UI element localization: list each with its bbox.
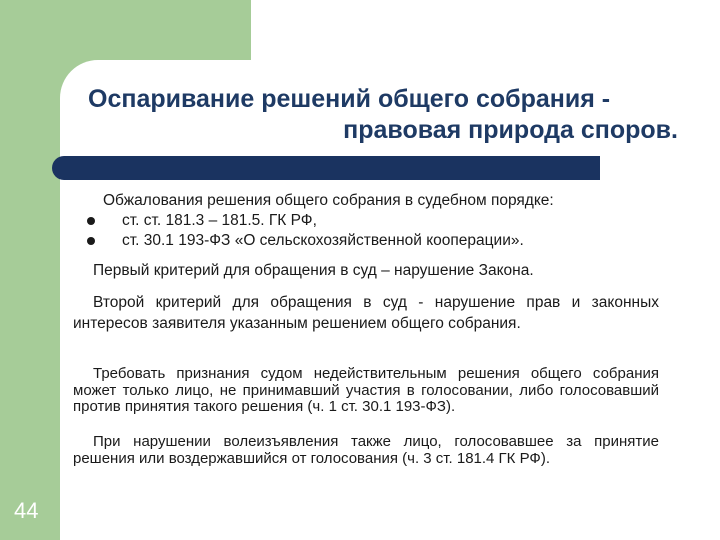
slide-title-line-1: Оспаривание решений общего собрания -	[88, 85, 611, 113]
list-item-text: ст. ст. 181.3 – 181.5. ГК РФ,	[122, 212, 317, 229]
slide-title-line-2: правовая природа споров.	[343, 116, 678, 144]
list-item	[73, 231, 659, 251]
title-divider-bar	[52, 156, 600, 180]
list-item-text: ст. 30.1 193-ФЗ «О сельскохозяйственной кооперации».	[122, 232, 524, 249]
intro-text: Обжалования решения общего собрания в судебном порядке:	[103, 192, 554, 209]
will-violation-paragraph: При нарушении волеизъявления также лицо, голосовавшее за принятие решения или воздержавшийся от голосования (ч. 3 ст. 181.4 ГК РФ).	[73, 433, 659, 467]
first-criterion-text: Первый критерий для обращения в суд – нарушение Закона.	[93, 262, 534, 279]
page-number: 44	[14, 498, 39, 523]
second-criterion-text: Второй критерий для обращения в суд - нарушение прав и законных интересов заявителя указанным решением общего собрания.	[73, 294, 659, 332]
standing-paragraph: Требовать признания судом недействительным решения общего собрания может только лицо, не принимавший участия в голосовании, либо голосовавший против принятия такого решения (ч. 1 ст. 30.1 193-ФЗ).	[73, 365, 659, 415]
bullet-icon	[87, 217, 95, 225]
legal-basis-list	[73, 211, 659, 251]
list-item	[73, 211, 659, 231]
bullet-icon	[87, 237, 95, 245]
slide-title	[70, 84, 680, 146]
